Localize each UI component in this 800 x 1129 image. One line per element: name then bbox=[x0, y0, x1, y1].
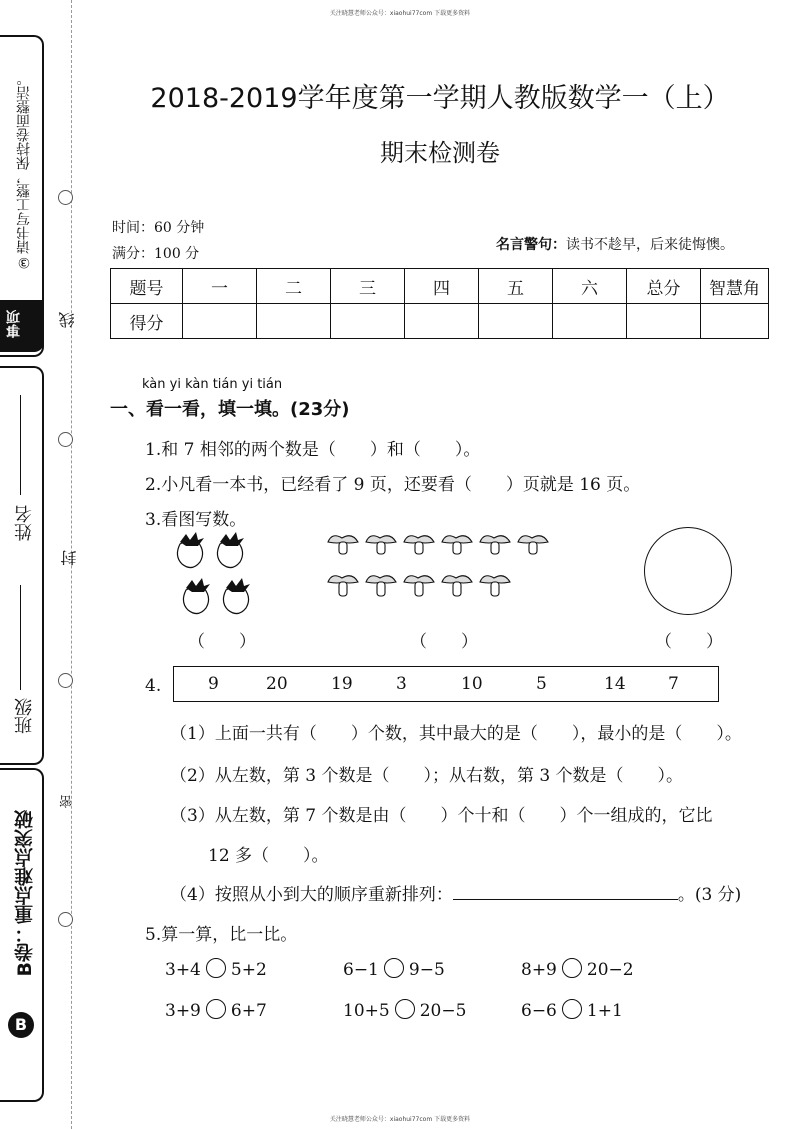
answer-blank-circle[interactable]: （ ） bbox=[655, 632, 723, 652]
compare-left: 3+9 bbox=[165, 1001, 201, 1021]
compare-item bbox=[343, 958, 445, 980]
compare-right: 9−5 bbox=[408, 960, 445, 980]
compare-left: 6−6 bbox=[521, 1001, 557, 1021]
book-label: B卷：重点难点突破 bbox=[14, 810, 36, 977]
question-4-1: （1）上面一共有（ ）个数，其中最大的是（ ），最小的是（ ）。 bbox=[170, 724, 742, 744]
score-cell[interactable] bbox=[405, 304, 479, 339]
line-char: 线 bbox=[58, 312, 77, 328]
compare-item bbox=[165, 999, 267, 1021]
number-item: 5 bbox=[536, 674, 547, 694]
score-cell[interactable] bbox=[701, 304, 769, 339]
compare-right: 5+2 bbox=[230, 960, 267, 980]
class-label: 班级 bbox=[14, 698, 35, 734]
secret-char: 密 bbox=[60, 795, 75, 808]
compare-circle[interactable] bbox=[384, 958, 404, 978]
question-4-3-continued: 12 多（ ）。 bbox=[208, 846, 329, 866]
number-item: 20 bbox=[266, 674, 288, 694]
binding-hole bbox=[58, 190, 73, 205]
question-1: 1.和 7 相邻的两个数是（ ）和（ ）。 bbox=[145, 440, 481, 460]
table-row bbox=[111, 304, 769, 339]
binding-hole bbox=[58, 673, 73, 688]
compare-right: 20−5 bbox=[419, 1001, 467, 1021]
mushroom-group-image bbox=[326, 532, 566, 604]
time-info: 时间：60 分钟 bbox=[112, 220, 205, 236]
score-cell[interactable] bbox=[479, 304, 553, 339]
big-circle-image bbox=[644, 527, 732, 615]
page-subtitle: 期末检测卷 bbox=[380, 139, 500, 167]
table-cell: 智慧角 bbox=[701, 269, 769, 304]
binding-hole bbox=[58, 912, 73, 927]
answer-line[interactable] bbox=[453, 885, 678, 900]
score-cell[interactable] bbox=[183, 304, 257, 339]
question-4-2: （2）从左数，第 3 个数是（ ）；从右数，第 3 个数是（ ）。 bbox=[170, 766, 684, 786]
compare-circle[interactable] bbox=[206, 999, 226, 1019]
score-cell[interactable] bbox=[331, 304, 405, 339]
compare-item bbox=[343, 999, 466, 1021]
compare-left: 10+5 bbox=[343, 1001, 390, 1021]
score-cell[interactable] bbox=[257, 304, 331, 339]
compare-left: 8+9 bbox=[521, 960, 557, 980]
binding-hole bbox=[58, 432, 73, 447]
question-4-4-score: 。(3 分) bbox=[677, 885, 742, 905]
question-4-3: （3）从左数，第 7 个数是由（ ）个十和（ ）个一组成的，它比 bbox=[170, 806, 713, 826]
compare-item bbox=[521, 999, 623, 1021]
compare-circle[interactable] bbox=[206, 958, 226, 978]
notice-text: ③请书写工整，保持卷面整洁。 bbox=[16, 72, 32, 270]
question-4-label: 4. bbox=[145, 676, 162, 696]
compare-circle[interactable] bbox=[562, 958, 582, 978]
seal-char: 封 bbox=[60, 550, 79, 566]
page-title: 2018-2019学年度第一学期人教版数学一（上） bbox=[150, 83, 730, 114]
number-item: 3 bbox=[396, 674, 407, 694]
name-label: 姓名 bbox=[14, 505, 35, 541]
answer-blank-strawberry[interactable]: （ ） bbox=[188, 632, 256, 652]
answer-blank-mushroom[interactable]: （ ） bbox=[410, 632, 478, 652]
book-mark-badge: B bbox=[8, 1012, 34, 1038]
number-box bbox=[173, 666, 719, 702]
table-cell: 总分 bbox=[627, 269, 701, 304]
compare-right: 6+7 bbox=[230, 1001, 267, 1021]
bottom-watermark: 关注晓慧老师公众号：xiaohui77com 下载更多资料 bbox=[329, 1116, 471, 1123]
compare-circle[interactable] bbox=[395, 999, 415, 1019]
class-field[interactable] bbox=[20, 585, 21, 690]
table-cell: 六 bbox=[553, 269, 627, 304]
score-cell[interactable] bbox=[553, 304, 627, 339]
question-4-4 bbox=[170, 880, 741, 905]
section-title: 一、看一看，填一填。(23分) bbox=[110, 399, 350, 420]
compare-right: 1+1 bbox=[586, 1001, 623, 1021]
compare-right: 20−2 bbox=[586, 960, 634, 980]
table-cell: 得分 bbox=[111, 304, 183, 339]
number-item: 7 bbox=[668, 674, 679, 694]
motto-text: 读书不趁早，后来徒悔懊。 bbox=[566, 237, 734, 253]
table-cell: 三 bbox=[331, 269, 405, 304]
compare-circle[interactable] bbox=[562, 999, 582, 1019]
table-cell: 题号 bbox=[111, 269, 183, 304]
number-item: 19 bbox=[331, 674, 353, 694]
compare-item bbox=[165, 958, 267, 980]
compare-left: 3+4 bbox=[165, 960, 201, 980]
score-info: 满分：100 分 bbox=[112, 246, 200, 262]
score-cell[interactable] bbox=[627, 304, 701, 339]
question-2: 2.小凡看一本书，已经看了 9 页，还要看（ ）页就是 16 页。 bbox=[145, 475, 641, 495]
table-cell: 二 bbox=[257, 269, 331, 304]
question-4-4-text: （4）按照从小到大的顺序重新排列： bbox=[170, 885, 453, 905]
name-field[interactable] bbox=[20, 395, 21, 495]
compare-item bbox=[521, 958, 634, 980]
section-pinyin: kàn yi kàn tián yi tián bbox=[142, 377, 283, 392]
table-row bbox=[111, 269, 769, 304]
score-table bbox=[110, 268, 769, 339]
number-item: 9 bbox=[208, 674, 219, 694]
top-watermark: 关注晓慧老师公众号：xiaohui77com 下载更多资料 bbox=[329, 10, 471, 17]
notice-tab-label: 事项 bbox=[6, 310, 22, 338]
strawberry-group-image bbox=[172, 530, 267, 618]
number-item: 10 bbox=[461, 674, 483, 694]
table-cell: 五 bbox=[479, 269, 553, 304]
number-item: 14 bbox=[604, 674, 626, 694]
question-5: 5.算一算，比一比。 bbox=[145, 925, 298, 945]
table-cell: 四 bbox=[405, 269, 479, 304]
motto-label: 名言警句： bbox=[496, 237, 566, 253]
question-3: 3.看图写数。 bbox=[145, 510, 247, 530]
table-cell: 一 bbox=[183, 269, 257, 304]
compare-left: 6−1 bbox=[343, 960, 379, 980]
motto bbox=[496, 234, 734, 254]
